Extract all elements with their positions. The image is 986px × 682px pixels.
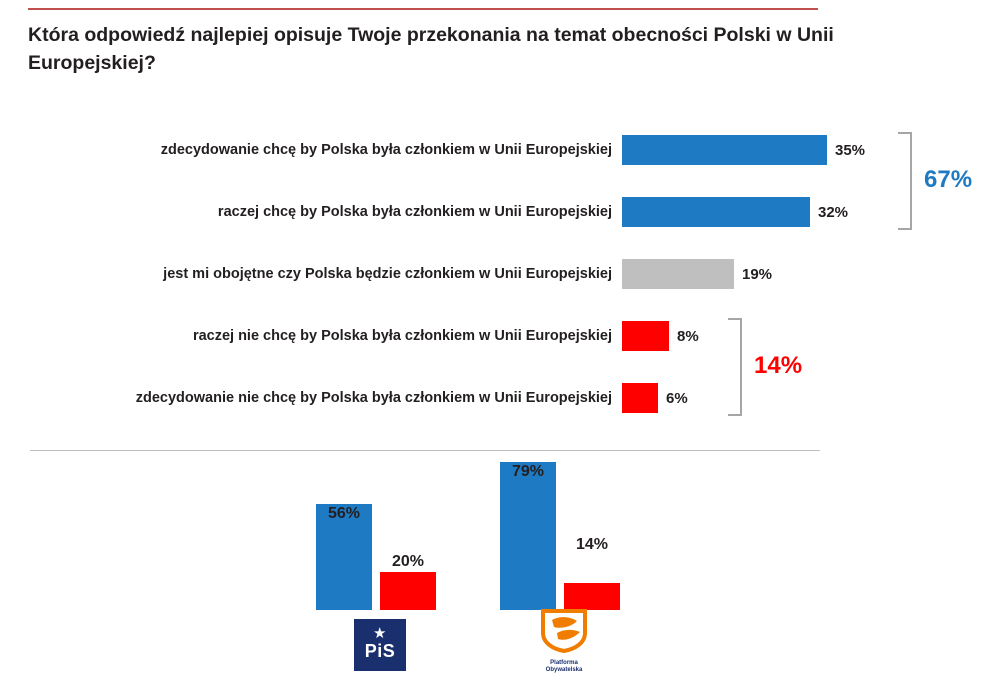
bar-category-label: zdecydowanie chcę by Polska była członkiem w Unii Europejskiej <box>160 142 612 158</box>
pis-logo-text: PiS <box>364 641 396 661</box>
pis-logo-wrap <box>316 619 444 676</box>
bar-shape <box>622 383 658 413</box>
bar-shape <box>622 197 810 227</box>
horizontal-bar-chart <box>0 118 986 428</box>
column-pis-against <box>380 572 436 610</box>
column-label-po-against: 14% <box>575 536 609 553</box>
column-po-support <box>500 462 556 610</box>
bar-shape <box>622 321 669 351</box>
column-group-pis <box>316 450 444 610</box>
bar-row <box>0 194 986 230</box>
bar-value-label: 8% <box>677 327 699 345</box>
bar-shape <box>622 259 734 289</box>
bar-row <box>0 318 986 354</box>
po-logo-caption: Platforma Obywatelska <box>545 659 583 673</box>
bar-value-label: 6% <box>666 389 688 407</box>
bar-category-label: raczej chcę by Polska była członkiem w Unii Europejskiej <box>217 204 612 220</box>
group-bracket-support <box>898 132 912 230</box>
column-label-pis-against: 20% <box>391 553 425 570</box>
top-rule <box>28 8 818 10</box>
bar-value-label: 19% <box>742 265 773 283</box>
po-logo-wrap <box>500 607 628 677</box>
group-bracket-against <box>728 318 742 416</box>
party-column-chart <box>0 450 986 682</box>
po-shield-icon <box>537 607 591 653</box>
bar-row <box>0 132 986 168</box>
group-total-support: 67% <box>924 166 973 193</box>
bar-category-label: jest mi obojętne czy Polska będzie członkiem w Unii Europejskiej <box>163 266 612 282</box>
group-total-against: 14% <box>754 352 803 379</box>
bar-row <box>0 380 986 416</box>
pis-logo <box>354 619 406 671</box>
bar-value-label: 35% <box>835 141 866 159</box>
bar-row <box>0 256 986 292</box>
star-icon: ★ <box>373 625 387 642</box>
column-label-pis-support: 56% <box>327 505 361 522</box>
bar-shape <box>622 135 827 165</box>
page-title: Która odpowiedź najlepiej opisuje Twoje przekonania na temat obecności Polski w Unii Europejskiej? <box>28 24 834 74</box>
po-logo <box>537 607 591 673</box>
bar-category-label: zdecydowanie nie chcę by Polska była członkiem w Unii Europejskiej <box>135 390 612 406</box>
column-label-po-support: 79% <box>511 463 545 480</box>
bar-category-label: raczej nie chcę by Polska była członkiem w Unii Europejskiej <box>192 328 612 344</box>
bar-value-label: 32% <box>818 203 849 221</box>
